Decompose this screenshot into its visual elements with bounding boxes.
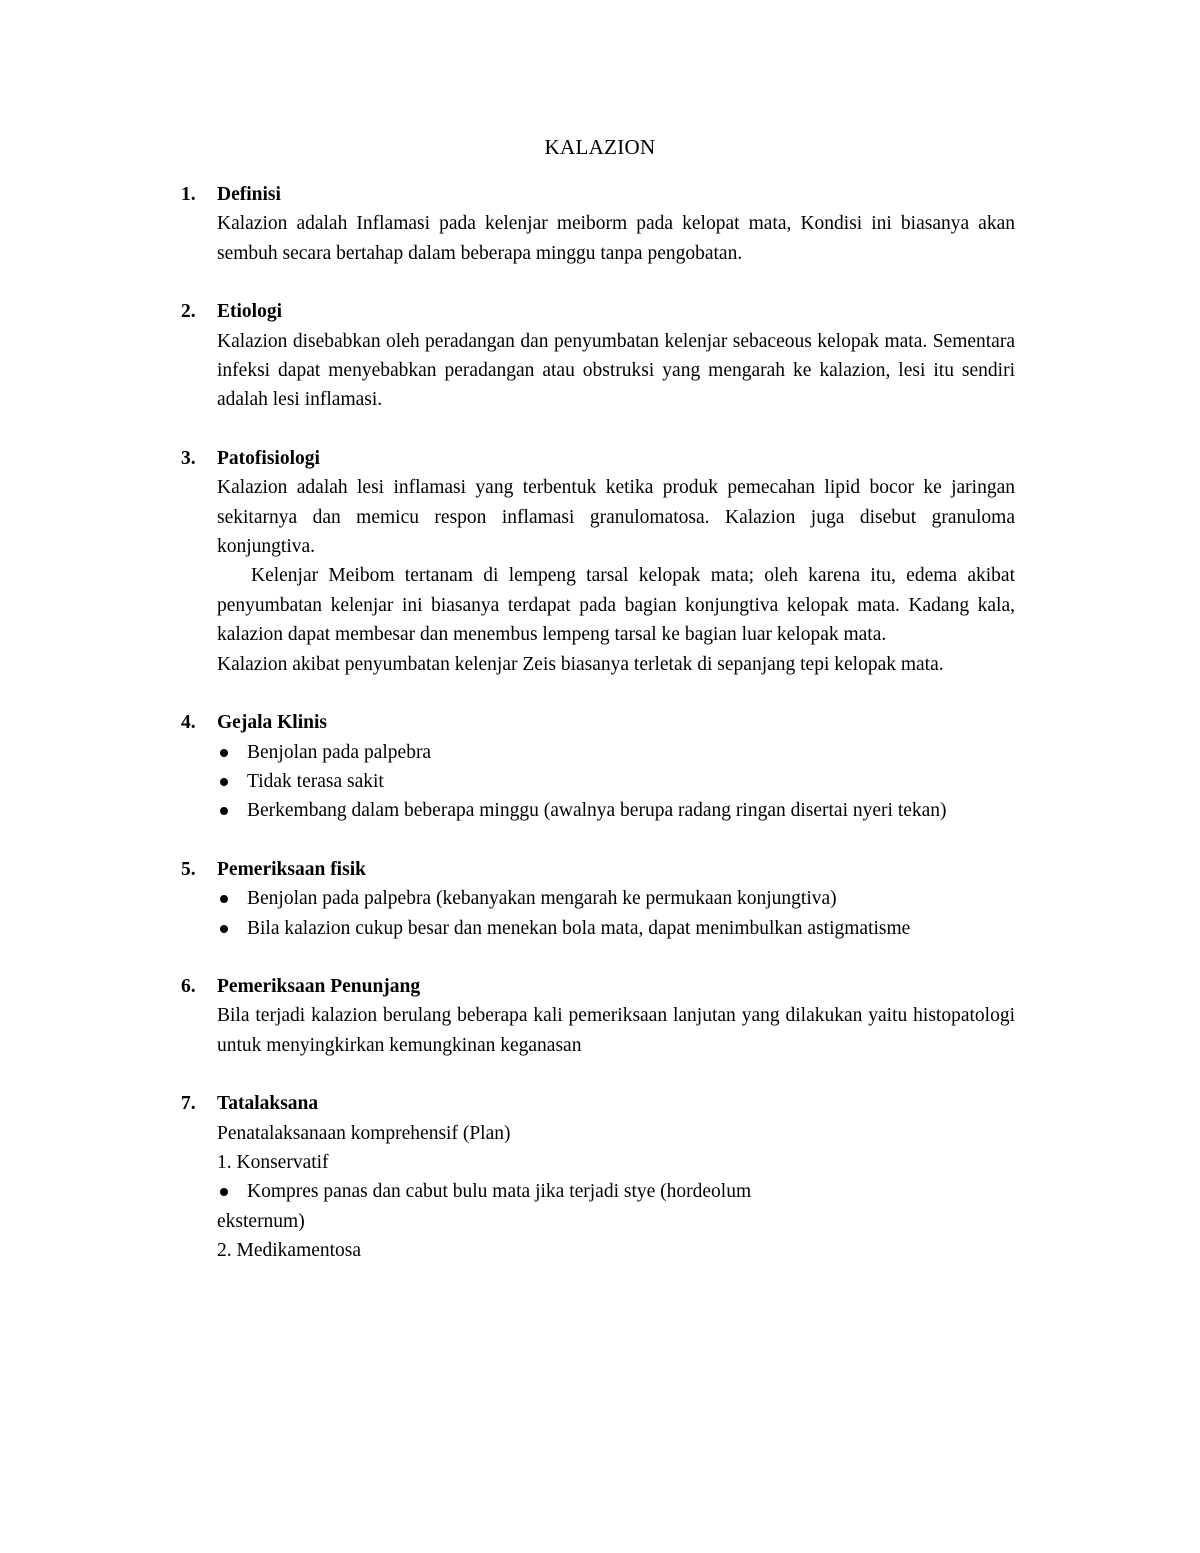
section-heading — [181, 1089, 1015, 1118]
section-number: 7. — [181, 1093, 196, 1115]
section-title: Gejala Klinis — [217, 712, 327, 734]
document-title: KALAZION — [544, 135, 656, 159]
section-tatalaksana — [181, 1089, 1015, 1265]
section-number: 6. — [181, 975, 196, 997]
list-item — [181, 738, 1015, 767]
list-item-text: Berkembang dalam beberapa minggu (awalnya berupa radang ringan disertai nyeri tekan) — [247, 800, 947, 822]
list-item — [181, 914, 1015, 943]
section-gejala-klinis — [181, 708, 1015, 826]
section-number: 4. — [181, 712, 196, 734]
section-pemeriksaan-penunjang — [181, 972, 1015, 1060]
section-heading — [181, 708, 1015, 737]
section-title: Pemeriksaan Penunjang — [217, 975, 421, 997]
list-item-continuation: eksternum) — [217, 1210, 305, 1232]
section-number: 1. — [181, 184, 196, 205]
list-item — [181, 1177, 1015, 1206]
bullet-list — [181, 884, 1015, 943]
bullet-icon — [220, 778, 228, 786]
section-etiologi — [181, 297, 1015, 415]
section-heading — [181, 855, 1015, 884]
bullet-icon — [220, 807, 228, 815]
section-title: Patofisiologi — [217, 447, 320, 469]
list-item-text: Bila kalazion cukup besar dan menekan bola mata, dapat menimbulkan astigmatisme — [247, 917, 911, 939]
section-number: 3. — [181, 447, 196, 469]
list-item-text: Tidak terasa sakit — [247, 770, 384, 792]
section-title: Etiologi — [217, 301, 283, 323]
bullet-list — [181, 738, 1015, 826]
list-item — [181, 767, 1015, 796]
tatalaksana-intro: Penatalaksanaan komprehensif (Plan) — [217, 1122, 511, 1144]
section-heading — [181, 297, 1015, 326]
section-pemeriksaan-fisik — [181, 855, 1015, 943]
document-body — [181, 180, 1015, 1266]
subheading-medikamentosa: 2. Medikamentosa — [217, 1240, 362, 1262]
section-heading — [181, 972, 1015, 1001]
section-number: 2. — [181, 301, 196, 323]
section-title: Tatalaksana — [217, 1093, 319, 1115]
list-item — [181, 796, 1015, 825]
paragraph: Kalazion disebabkan oleh peradangan dan penyumbatan kelenjar sebaceous kelopak mata. Sementara infeksi dapat menyebabkan peradangan atau obstruksi yang mengarah ke kalazion, lesi itu sendiri adalah lesi inflamasi. — [217, 330, 1015, 411]
paragraph: Kalazion adalah Inflamasi pada kelenjar meiborm pada kelopat mata, Kondisi ini biasanya akan sembuh secara bertahap dalam beberapa minggu tanpa pengobatan. — [217, 213, 1015, 264]
section-heading — [181, 444, 1015, 473]
paragraph: Kalazion akibat penyumbatan kelenjar Zeis biasanya terletak di sepanjang tepi kelopak mata. — [217, 653, 944, 675]
bullet-icon — [220, 749, 228, 757]
subheading-konservatif: 1. Konservatif — [217, 1151, 329, 1173]
paragraph: Kalazion adalah lesi inflamasi yang terbentuk ketika produk pemecahan lipid bocor ke jaringan sekitarnya dan memicu respon inflamasi granulomatosa. Kalazion juga disebut granuloma konjungtiva. — [217, 477, 1015, 558]
section-heading — [181, 180, 1015, 209]
bullet-icon — [220, 925, 228, 933]
list-item — [181, 884, 1015, 913]
list-item-text: Benjolan pada palpebra — [247, 741, 432, 763]
paragraph: Bila terjadi kalazion berulang beberapa kali pemeriksaan lanjutan yang dilakukan yaitu histopatologi untuk menyingkirkan kemungkinan keganasan — [217, 1005, 1015, 1056]
section-title: Pemeriksaan fisik — [217, 858, 366, 880]
list-item-text: Kompres panas dan cabut bulu mata jika terjadi stye (hordeolum — [247, 1181, 752, 1203]
list-item-text: Benjolan pada palpebra (kebanyakan mengarah ke permukaan konjungtiva) — [247, 888, 837, 910]
bullet-icon — [220, 1188, 228, 1196]
section-definisi — [181, 180, 1015, 268]
bullet-icon — [220, 895, 228, 903]
paragraph: Kelenjar Meibom tertanam di lempeng tarsal kelopak mata; oleh karena itu, edema akibat penyumbatan kelenjar ini biasanya terdapat pada bagian konjungtiva kelopak mata. Kadang kala, kalazion dapat membesar dan menembus lempeng tarsal ke bagian luar kelopak mata. — [217, 565, 1015, 646]
section-patofisiologi — [181, 444, 1015, 679]
section-number: 5. — [181, 858, 196, 880]
section-title: Definisi — [217, 184, 281, 205]
